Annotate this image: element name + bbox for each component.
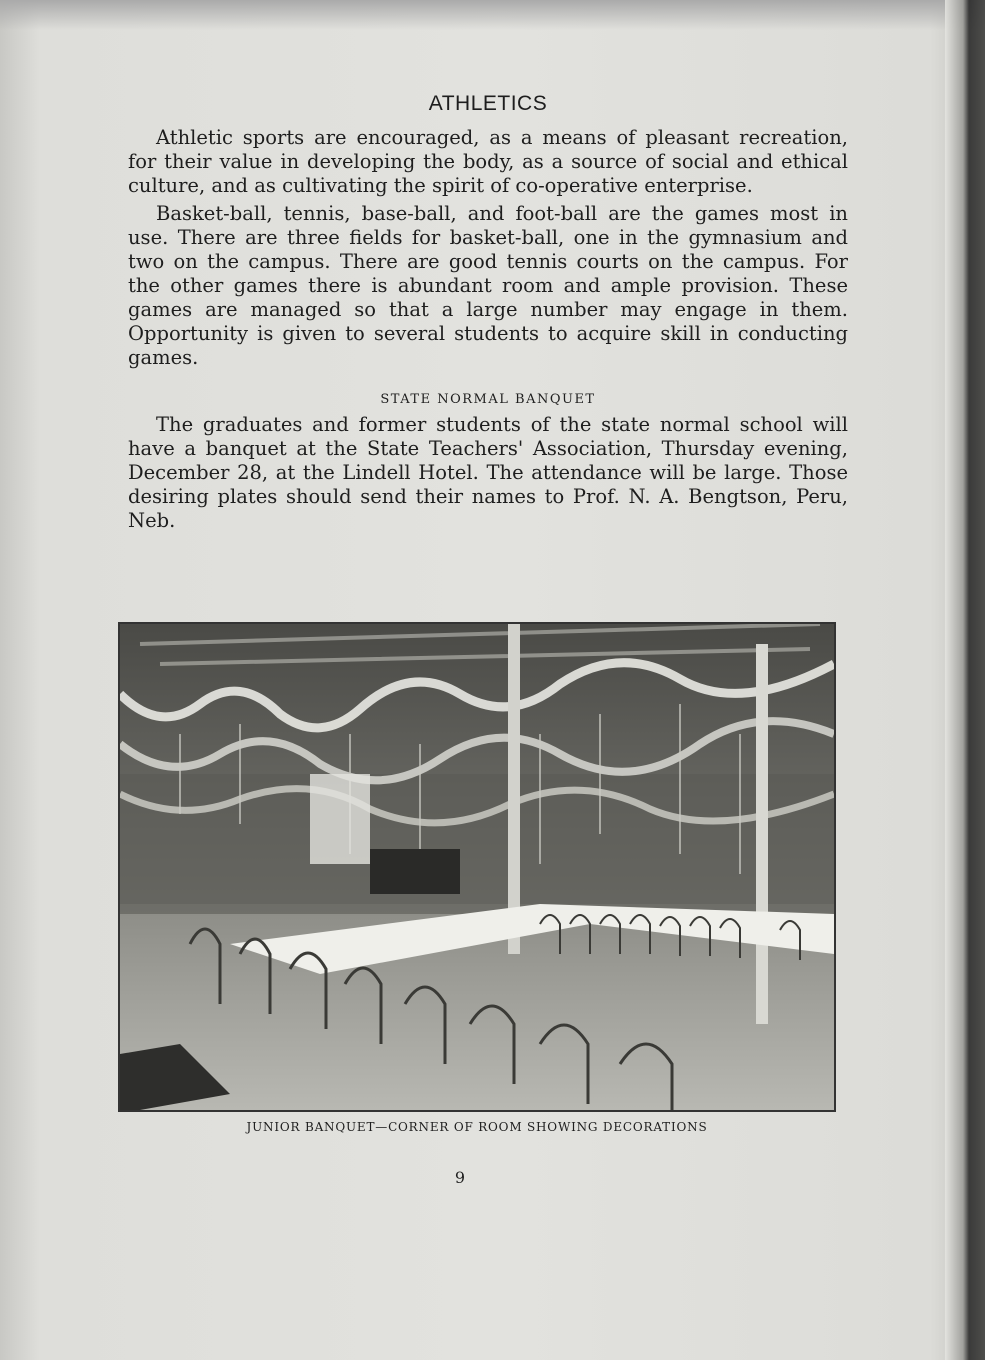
banquet-photo	[118, 622, 836, 1112]
athletics-paragraph-2: Basket-ball, tennis, base-ball, and foot-ball are the games most in use. There are three fields for basket-ball, one in the gymnasium and two on the campus. There are good tennis courts on the campus. For the other games there is abundant room and ample provision. These games are managed so that a large number may engage in them. Opportunity is given to several students to acquire skill in conducting games.	[128, 202, 848, 369]
athletics-paragraph-1: Athletic sports are encouraged, as a means of pleasant recreation, for their value in developing the body, as a source of social and ethical culture, and as cultivating the spirit of co-operative enterprise.	[128, 126, 848, 197]
top-shadow	[0, 0, 985, 30]
text-content	[128, 92, 848, 533]
photo-caption: JUNIOR BANQUET—CORNER OF ROOM SHOWING DECORATIONS	[246, 1120, 708, 1134]
book-spine-edge	[945, 0, 985, 1360]
banquet-photo-illustration	[120, 624, 834, 1110]
page-number: 9	[454, 1168, 466, 1187]
athletics-heading: ATHLETICS	[428, 92, 548, 115]
banquet-heading: STATE NORMAL BANQUET	[380, 392, 596, 407]
banquet-paragraph: The graduates and former students of the state normal school will have a banquet at the State Teachers' Association, Thursday evening, December 28, at the Lindell Hotel. The attendance will be large. Those desiring plates should send their names to Prof. N. A. Bengtson, Peru, Neb.	[128, 413, 848, 532]
